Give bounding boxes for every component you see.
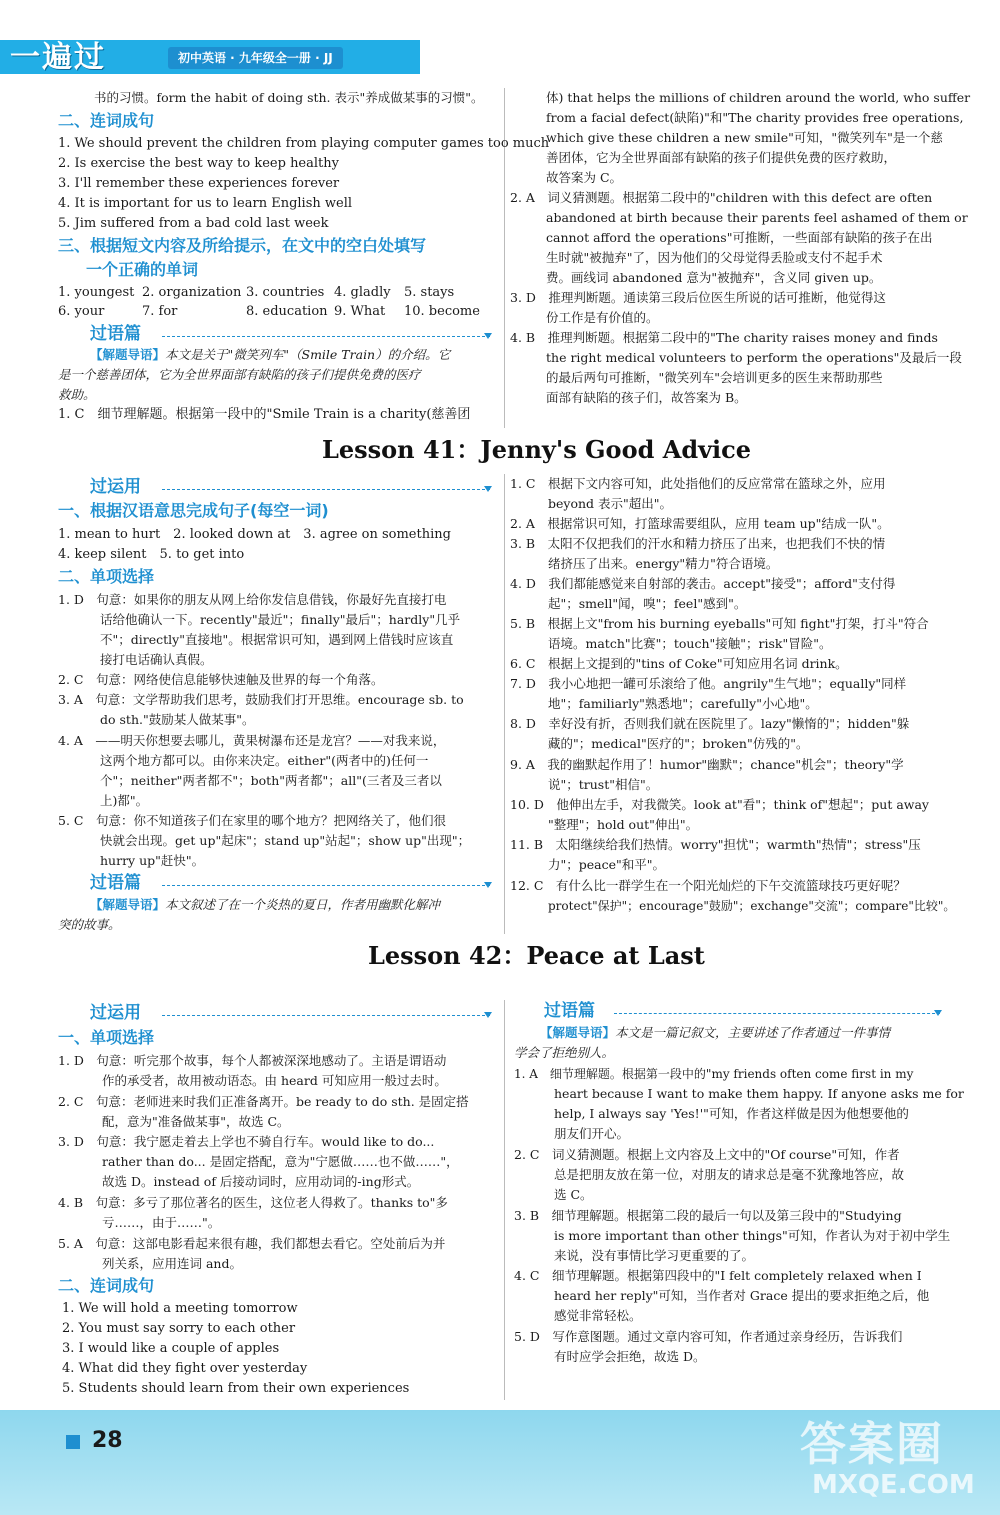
- section-heading-cont: 一个正确的单词: [86, 260, 199, 279]
- answer-line: 4. It is important for us to learn English well: [58, 196, 353, 211]
- text-line: 的最后两句可推断，"微笑列车"会培训更多的医生来帮助那些: [546, 370, 883, 385]
- text-line: 说"；trust"相信"。: [548, 777, 659, 792]
- answer-line: 5. B 根据上文"from his burning eyeballs"可知 fight"打架，打斗"符合: [510, 616, 929, 631]
- section-heading: 二、单项选择: [58, 567, 155, 586]
- text-line: 选 C。: [554, 1187, 593, 1202]
- column-divider: [504, 1000, 505, 1400]
- answer-line: 4. What did they fight over yesterday: [62, 1361, 308, 1376]
- answer-word: 5. stays: [404, 285, 455, 300]
- text-line: 亏……，由于……"。: [102, 1215, 221, 1230]
- answer-line: 4. keep silent 5. to get into: [58, 547, 245, 562]
- watermark-logo: 答案圈: [800, 1417, 944, 1471]
- text-line: 费。画线词 abandoned 意为"被抛弃"，含义同 given up。: [546, 270, 882, 285]
- answer-line: 4. C 细节理解题。根据第四段中的"I felt completely relaxed when I: [514, 1268, 922, 1283]
- page-marker: [66, 1435, 80, 1449]
- section-heading: 二、连词成句: [58, 111, 155, 130]
- answer-line: 2. Is exercise the best way to keep healthy: [58, 156, 339, 171]
- text-line: 起"；smell"闻，嗅"；feel"感到"。: [548, 596, 747, 611]
- part-banner: 过语篇: [544, 1001, 595, 1021]
- answer-word: 1. youngest: [58, 285, 135, 300]
- answer-line: 1. We should prevent the children from playing computer games too much: [58, 136, 550, 151]
- answer-line: 2. A 根据常识可知，打篮球需要组队，应用 team up"结成一队"。: [510, 516, 890, 531]
- guide-text: 学会了拒绝别人。: [514, 1045, 615, 1060]
- answer-line: 3. B 太阳不仅把我们的汗水和精力挤压了出来，也把我们不快的情: [510, 536, 886, 551]
- watermark-url: MXQE.COM: [812, 1470, 975, 1500]
- answer-line: 4. B 句意：多亏了那位著名的医生，这位老人得救了。thanks to"多: [58, 1195, 448, 1210]
- answer-word: 2. organization: [142, 285, 242, 300]
- part-banner: 过语篇: [90, 324, 141, 344]
- text-line: 作的承受者，故用被动语态。由 heard 可知应用一般过去时。: [102, 1073, 447, 1088]
- answer-line: 5. A 句意：这部电影看起来很有趣，我们都想去看它。空处前后为并: [58, 1236, 446, 1251]
- text-line: heart because I want to make them happy. If anyone asks me for: [554, 1086, 964, 1101]
- text-line: from a facial defect(缺陷)"和"The charity provides free operations,: [546, 110, 964, 125]
- banner-rule: [162, 336, 490, 337]
- answer-line: 1. A 细节理解题。根据第一段中的"my friends often come first in my: [514, 1067, 914, 1081]
- text-line: 故答案为 C。: [546, 170, 623, 185]
- answer-line: 1. C 细节理解题。根据第一段中的"Smile Train is a charity(慈善团: [58, 407, 471, 422]
- banner-rule: [614, 1013, 940, 1014]
- answer-word: 8. education: [246, 304, 328, 319]
- book-title-pill: 初中英语 · 九年级全一册 · JJ: [168, 47, 343, 69]
- answer-line: 1. D 句意：如果你的朋友从网上给你发信息借钱，你最好先直接打电: [58, 592, 447, 607]
- text-line: 不"；directly"直接地"。根据常识可知，遇到网上借钱时应该直: [100, 632, 454, 647]
- text-line: 地"；familiarly"熟悉地"；carefully"小心地"。: [548, 696, 818, 711]
- text-line: 配，意为"准备做某事"，故选 C。: [102, 1114, 290, 1129]
- text-line: hurry up"赶快"。: [100, 853, 205, 868]
- text-line: 个"；neither"两者都不"；both"两者都"；all"(三者及三者以: [100, 773, 442, 788]
- section-heading: 三、根据短文内容及所给提示，在文中的空白处填写: [58, 236, 427, 255]
- text-line: 话给他确认一下。recently"最近"；finally"最后"；hardly"几乎: [100, 612, 461, 627]
- guide-line: [90, 895, 440, 915]
- text-line: is more important than other things"可知，作者认为对于初中学生: [554, 1228, 951, 1243]
- page-number: 28: [92, 1428, 123, 1453]
- answer-line: 8. D 幸好没有折，否则我们就在医院里了。lazy"懒惰的"；hidden"躲: [510, 716, 910, 731]
- answer-line: 3. D 推理判断题。通读第三段后位医生所说的话可推断，他觉得这: [510, 290, 886, 305]
- answer-line: 1. C 根据下文内容可知，此处指他们的反应常常在篮球之外，应用: [510, 476, 886, 491]
- answer-word: 9. What: [334, 304, 386, 319]
- text-line: beyond 表示"超出"。: [548, 496, 673, 511]
- answer-line: 2. C 句意：老师进来时我们正准备离开。be ready to do sth. 是固定搭: [58, 1094, 469, 1109]
- part-banner: 过运用: [90, 477, 141, 497]
- answer-line: 1. mean to hurt 2. looked down at 3. agree on something: [58, 527, 451, 542]
- text-line: 来说，没有事情比学习更重要的了。: [554, 1248, 755, 1263]
- answer-line: 3. D 句意：我宁愿走着去上学也不骑自行车。would like to do...: [58, 1134, 435, 1149]
- text-line: 体) that helps the millions of children around the world, who suffer: [546, 90, 971, 105]
- text-line: 感觉非常轻松。: [554, 1308, 642, 1323]
- answer-line: 9. A 我的幽默起作用了！humor"幽默"；chance"机会"；theory"学: [510, 757, 904, 772]
- answer-line: 4. D 我们都能感觉来自射部的袭击。accept"接受"；afford"支付得: [510, 576, 896, 591]
- guide-text: 本文叙述了在一个炎热的夏日，作者用幽默化解冲: [165, 897, 441, 912]
- guide-text: 本文是关于"微笑列车"（Smile Train）的介绍。它: [165, 347, 451, 362]
- part-banner: 过语篇: [90, 873, 141, 893]
- answer-line: 2. A 词义猜测题。根据第二段中的"children with this defect are often: [510, 190, 933, 205]
- text-line: 朋友们开心。: [554, 1126, 630, 1141]
- answer-line: 1. D 句意：听完那个故事，每个人都被深深地感动了。主语是谓语动: [58, 1053, 447, 1068]
- text-line: heard her reply"可知，当作者对 Grace 提出的要求拒绝之后，他: [554, 1288, 930, 1303]
- answer-word: 10. become: [404, 304, 480, 319]
- guide-line: [90, 345, 450, 365]
- answer-line: 2. You must say sorry to each other: [62, 1321, 296, 1336]
- answer-line: 5. C 句意：你不知道孩子们在家里的哪个地方？把网络关了，他们很: [58, 813, 446, 828]
- guide-tag: 【解题导语】: [90, 347, 166, 362]
- part-banner: 过运用: [90, 1003, 141, 1023]
- text-line: rather than do... 是固定搭配，意为"宁愿做……也不做……"，: [102, 1154, 459, 1169]
- answer-line: 1. We will hold a meeting tomorrow: [62, 1301, 298, 1316]
- text-line: do sth."鼓励某人做某事"。: [100, 712, 255, 727]
- answer-line: 10. D 他伸出左手，对我微笑。look at"看"；think of"想起"；put away: [510, 797, 929, 812]
- answer-line: 6. C 根据上文提到的"tins of Coke"可知应用名词 drink。: [510, 656, 848, 671]
- text-line: cannot afford the operations"可推断，一些面部有缺陷的孩子在出: [546, 230, 933, 245]
- text-line: 上)都"。: [100, 793, 149, 808]
- answer-line: 5. Jim suffered from a bad cold last week: [58, 216, 329, 231]
- text-line: 快就会出现。get up"起床"；stand up"站起"；show up"出现"；: [100, 833, 471, 848]
- answer-line: 2. C 句意：网络使信息能够快速触及世界的每一个角落。: [58, 672, 384, 687]
- answer-line: 4. A ——明天你想要去哪儿，黄果树瀑布还是龙宫？——对我来说，: [58, 733, 446, 748]
- guide-text: 救助。: [58, 387, 96, 402]
- answer-word: 6. your: [58, 304, 105, 319]
- text-line: 列关系，应用连词 and。: [102, 1256, 242, 1271]
- text-line: 故选 D。instead of 后接动词时，应用动词的-ing形式。: [102, 1174, 420, 1189]
- answer-word: 3. countries: [246, 285, 325, 300]
- text-line: protect"保护"；encourage"鼓励"；exchange"交流"；compare"比较"。: [548, 899, 956, 913]
- answer-word: 7. for: [142, 304, 178, 319]
- text-line: 生时就"被抛弃"了，因为他们的父母觉得丢脸或支付不起手术: [546, 250, 883, 265]
- lesson-title: Lesson 42：Peace at Last: [368, 941, 705, 970]
- guide-tag: 【解题导语】: [90, 897, 166, 912]
- answer-line: 3. A 句意：文学帮助我们思考，鼓励我们打开思维。encourage sb. to: [58, 692, 464, 707]
- text-line: 面部有缺陷的孩子们，故答案为 B。: [546, 390, 747, 405]
- text-line: help, I always say 'Yes!'"可知，作者这样做是因为他想要他的: [554, 1106, 909, 1121]
- text-line: abandoned at birth because their parents feel ashamed of them or: [546, 210, 968, 225]
- text-line: 书的习惯。form the habit of doing sth. 表示"养成做某事的习惯"。: [94, 90, 484, 105]
- answer-line: 12. C 有什么比一群学生在一个阳光灿烂的下午交流篮球技巧更好呢？: [510, 878, 906, 893]
- column-divider: [504, 474, 505, 934]
- text-line: 善团体，它为全世界面部有缺陷的孩子们提供免费的医疗救助，: [546, 150, 897, 165]
- series-logo: 一遍过: [10, 40, 106, 75]
- answer-word: 4. gladly: [334, 285, 391, 300]
- guide-text: 是一个慈善团体，它为全世界面部有缺陷的孩子们提供免费的医疗: [58, 367, 421, 382]
- text-line: which give these children a new smile"可知，"微笑列车"是一个慈: [546, 130, 943, 145]
- text-line: 绪挤压了出来。energy"精力"符合语境。: [548, 556, 779, 571]
- text-line: "整理"；hold out"伸出"。: [548, 817, 699, 832]
- guide-text: 突的故事。: [58, 917, 121, 932]
- text-line: the right medical volunteers to perform the operations"及最后一段: [546, 350, 962, 365]
- answer-line: 3. I would like a couple of apples: [62, 1341, 280, 1356]
- guide-line: [540, 1023, 890, 1043]
- answer-line: 5. D 写作意图题。通过文章内容可知，作者通过亲身经历，告诉我们: [514, 1329, 903, 1344]
- page-header: [0, 0, 1000, 80]
- text-line: 这两个地方都可以。由你来决定。either"(两者中的)任何一: [100, 753, 429, 768]
- text-line: 藏的"；medical"医疗的"；broken"仿残的"。: [548, 736, 809, 751]
- section-heading: 一、单项选择: [58, 1028, 155, 1047]
- text-line: 接打电话确认真假。: [100, 652, 213, 667]
- guide-text: 本文是一篇记叙文，主要讲述了作者通过一件事情: [615, 1025, 891, 1040]
- text-line: 总是把朋友放在第一位，对朋友的请求总是毫不犹豫地答应，故: [554, 1167, 905, 1182]
- lesson-title: Lesson 41：Jenny's Good Advice: [322, 435, 752, 464]
- section-heading: 二、连词成句: [58, 1276, 155, 1295]
- answer-line: 3. I'll remember these experiences forever: [58, 176, 340, 191]
- banner-rule: [162, 489, 490, 490]
- answer-line: 5. Students should learn from their own experiences: [62, 1381, 410, 1396]
- section-heading: 一、根据汉语意思完成句子(每空一词): [58, 501, 329, 520]
- banner-rule: [162, 1015, 490, 1016]
- answer-line: 11. B 太阳继续给我们热情。worry"担忧"；warmth"热情"；stress"压: [510, 837, 921, 852]
- answer-line: 4. B 推理判断题。根据第二段中的"The charity raises money and finds: [510, 330, 938, 345]
- answer-line: 3. B 细节理解题。根据第二段的最后一句以及第三段中的"Studying: [514, 1208, 902, 1223]
- answer-line: 2. C 词义猜测题。根据上文内容及上文中的"Of course"可知，作者: [514, 1147, 900, 1162]
- banner-rule: [162, 885, 490, 886]
- guide-tag: 【解题导语】: [540, 1025, 616, 1040]
- text-line: 力"；peace"和平"。: [548, 857, 665, 872]
- text-line: 份工作是有价值的。: [546, 310, 659, 325]
- text-line: 语境。match"比赛"；touch"接触"；risk"冒险"。: [548, 636, 832, 651]
- text-line: 有时应学会拒绝，故选 D。: [554, 1349, 706, 1364]
- answer-line: 7. D 我小心地把一罐可乐滚给了他。angrily"生气地"；equally"同样: [510, 676, 907, 691]
